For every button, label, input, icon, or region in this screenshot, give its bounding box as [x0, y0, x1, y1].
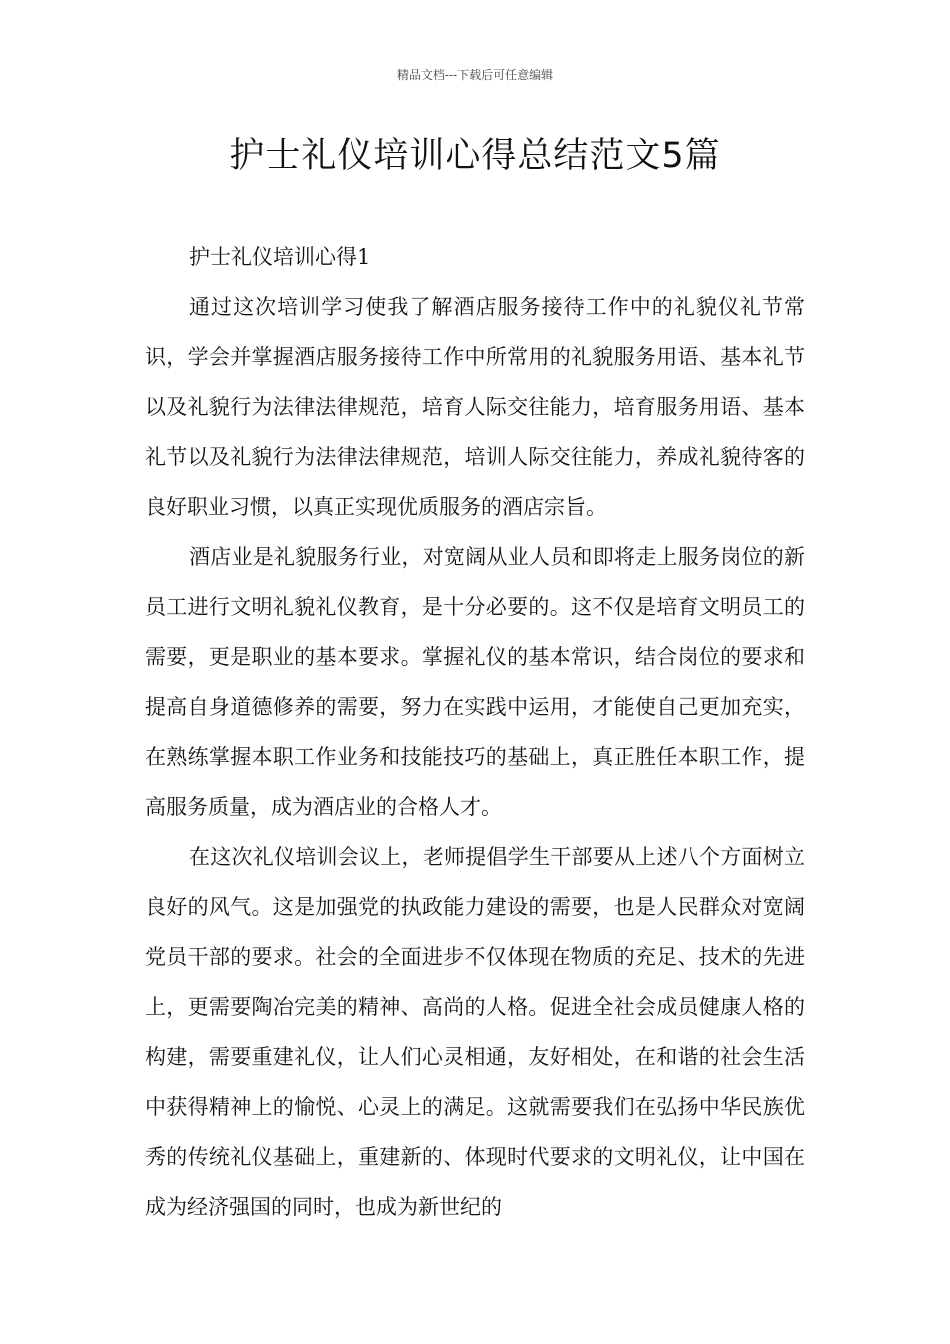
paragraph-3: 在这次礼仪培训会议上，老师提倡学生干部要从上述八个方面树立良好的风气。这是加强党的执政能力建设的需要，也是人民群众对宽阔党员干部的要求。社会的全面进步不仅体现在物质的充足、技术的先进上，更需要陶冶完美的精神、高尚的人格。促进全社会成员健康人格的构建，需要重建礼仪，让人们心灵相通，友好相处，在和谐的社会生活中获得精神上的愉悦、心灵上的满足。这就需要我们在弘扬中华民族优秀的传统礼仪基础上，重建新的、体现时代要求的文明礼仪，让中国在成为经济强国的同时，也成为新世纪的 [145, 845, 805, 1219]
paragraph-2: 酒店业是礼貌服务行业，对宽阔从业人员和即将走上服务岗位的新员工进行文明礼貌礼仪教育，是十分必要的。这不仅是培育文明员工的需要，更是职业的基本要求。掌握礼仪的基本常识，结合岗位的要求和提高自身道德修养的需要，努力在实践中运用，才能使自己更加充实，在熟练掌握本职工作业务和技能技巧的基础上，真正胜任本职工作，提高服务质量，成为酒店业的合格人才。 [145, 545, 805, 819]
section-title: 护士礼仪培训心得1 [189, 245, 371, 269]
header-note: 精品文档---下载后可任意编辑 [396, 68, 554, 82]
document-title: 护士礼仪培训心得总结范文5篇 [229, 136, 721, 176]
paragraph-1: 通过这次培训学习使我了解酒店服务接待工作中的礼貌仪礼节常识，学会并掌握酒店服务接待工作中所常用的礼貌服务用语、基本礼节以及礼貌行为法律法律规范，培育人际交往能力，培育服务用语、基本礼节以及礼貌行为法律法律规范，培训人际交往能力，养成礼貌待客的良好职业习惯，以真正实现优质服务的酒店宗旨。 [145, 295, 805, 519]
document-body [145, 232, 805, 1232]
